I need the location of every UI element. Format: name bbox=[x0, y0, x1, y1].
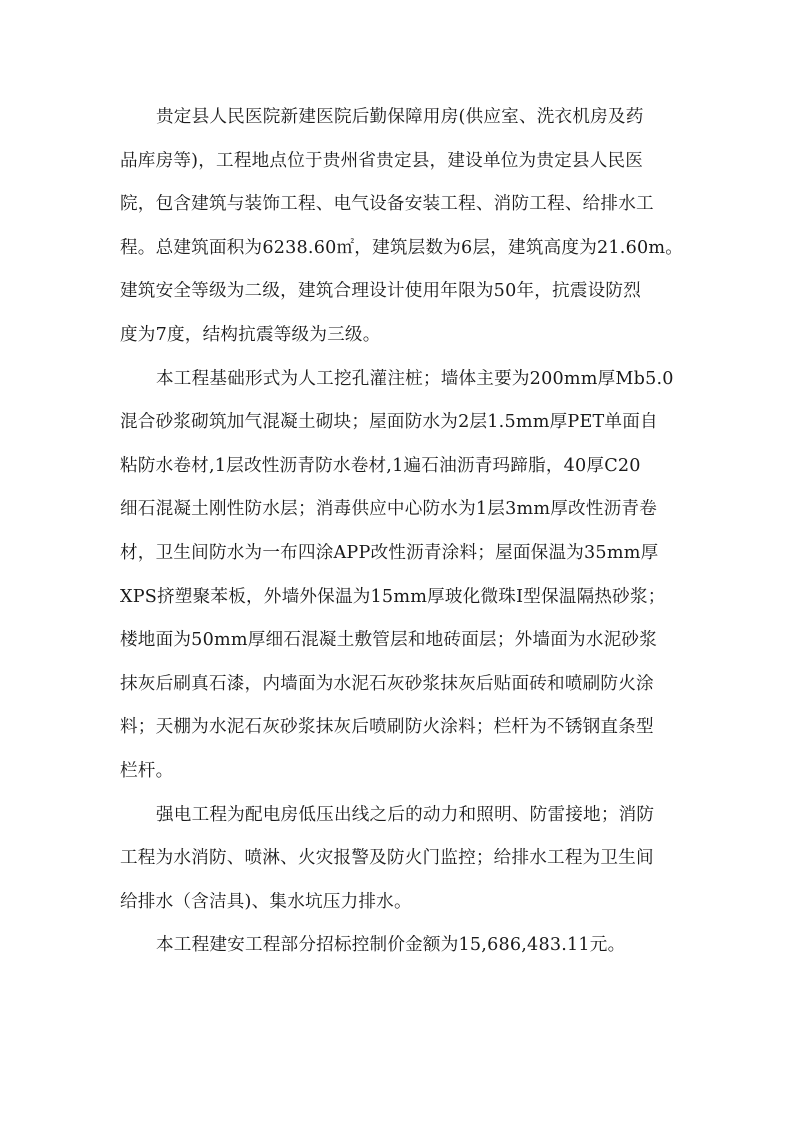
text-line: 楼地面为50mm厚细石混凝土敷管层和地砖面层；外墙面为水泥砂浆 bbox=[120, 630, 657, 651]
text-line: 栏杆。 bbox=[120, 760, 174, 781]
paragraph-electrical-plumbing bbox=[120, 794, 676, 925]
paragraph-construction-details bbox=[120, 358, 676, 794]
text-line: 建筑安全等级为二级，建筑合理设计使用年限为50年，抗震设防烈 bbox=[120, 281, 642, 302]
text-line: 本工程建安工程部分招标控制价金额为15,686,483.11元。 bbox=[156, 935, 626, 956]
text-line: 材，卫生间防水为一布四涂APP改性沥青涂料；屋面保温为35mm厚 bbox=[120, 542, 659, 563]
paragraph-project-overview bbox=[120, 96, 684, 358]
text-line: 强电工程为配电房低压出线之后的动力和照明、防雷接地；消防 bbox=[156, 804, 655, 825]
text-line: 工程为水消防、喷淋、火灾报警及防火门监控；给排水工程为卫生间 bbox=[120, 848, 654, 869]
text-line: 院，包含建筑与装饰工程、电气设备安装工程、消防工程、给排水工 bbox=[120, 194, 654, 215]
text-line: 贵定县人民医院新建医院后勤保障用房(供应室、洗衣机房及药 bbox=[156, 107, 644, 127]
text-line: 混合砂浆砌筑加气混凝土砌块；屋面防水为2层1.5mm厚PET单面自 bbox=[120, 412, 658, 433]
text-line: 细石混凝土刚性防水层；消毒供应中心防水为1层3mm厚改性沥青卷 bbox=[120, 499, 657, 520]
text-line: 料；天棚为水泥石灰砂浆抹灰后喷刷防火涂料；栏杆为不锈钢直条型 bbox=[120, 717, 654, 738]
paragraph-bid-control-price bbox=[120, 924, 676, 968]
text-line: XPS挤塑聚苯板，外墙外保温为15mm厚玻化微珠I型保温隔热砂浆； bbox=[120, 586, 666, 607]
text-line: 粘防水卷材,1层改性沥青防水卷材,1遍石油沥青玛蹄脂，40厚C20 bbox=[120, 455, 641, 476]
text-line: 给排水（含洁具)、集水坑压力排水。 bbox=[120, 891, 412, 912]
text-line: 本工程基础形式为人工挖孔灌注桩；墙体主要为200mm厚Mb5.0 bbox=[156, 368, 674, 389]
text-line: 品库房等)，工程地点位于贵州省贵定县，建设单位为贵定县人民医 bbox=[120, 150, 644, 171]
text-line: 度为7度，结构抗震等级为三级。 bbox=[120, 324, 381, 345]
text-line: 程。总建筑面积为6238.60㎡，建筑层数为6层，建筑高度为21.60m。 bbox=[120, 237, 684, 258]
document-body bbox=[120, 96, 684, 968]
text-line: 抹灰后刷真石漆，内墙面为水泥石灰砂浆抹灰后贴面砖和喷刷防火涂 bbox=[120, 673, 654, 694]
